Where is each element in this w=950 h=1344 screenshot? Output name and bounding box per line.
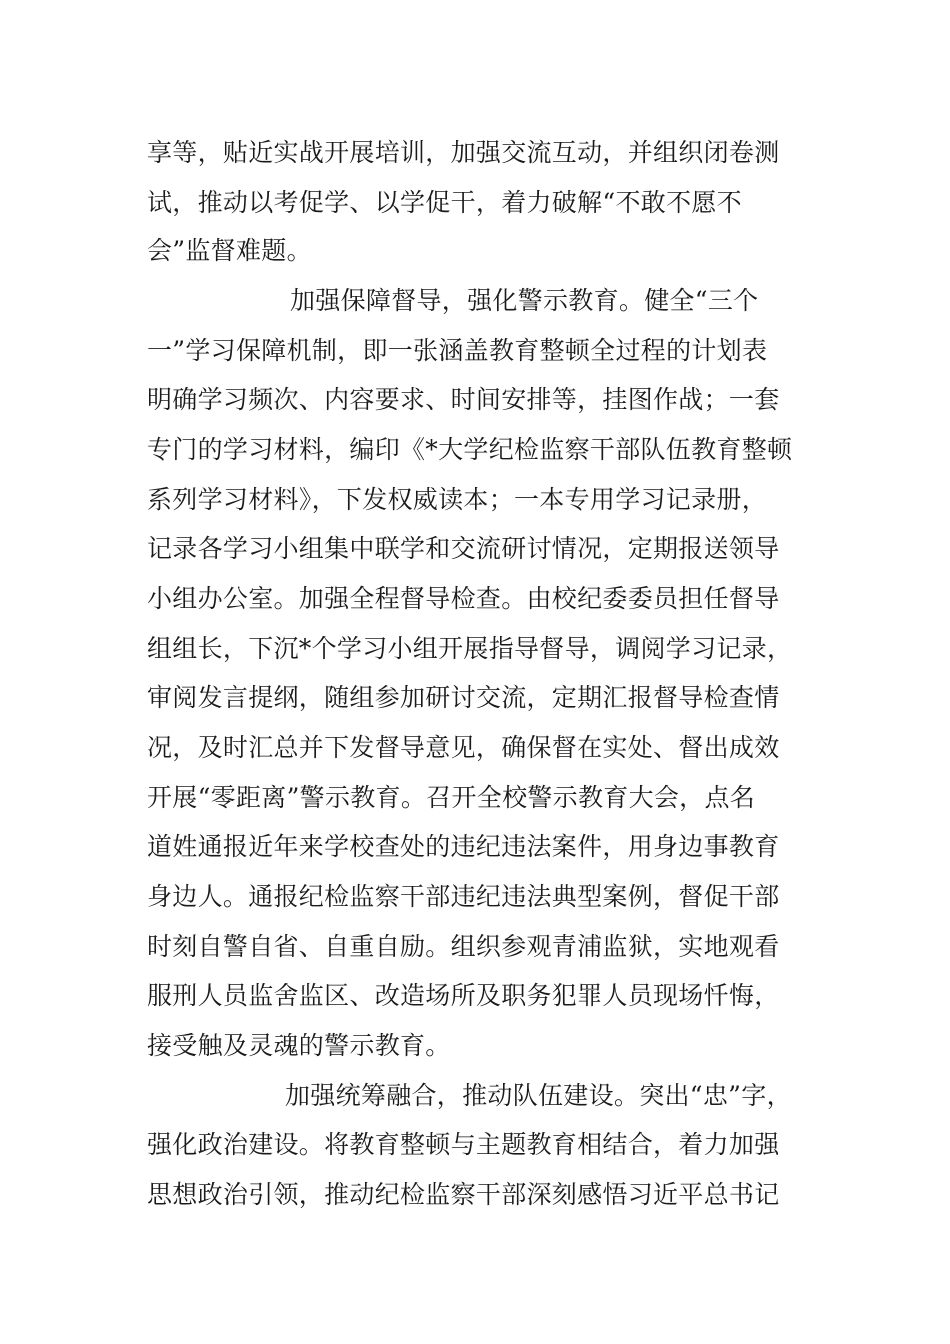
text-line: 明确学习频次、内容要求、时间安排等，挂图作战；一套 (147, 385, 780, 414)
text-line: 服刑人员监舍监区、改造场所及职务犯罪人员现场忏悔， (147, 981, 780, 1010)
text-line: 享等，贴近实战开展培训，加强交流互动，并组织闭卷测 (147, 138, 780, 167)
text-line: 思想政治引领，推动纪检监察干部深刻感悟习近平总书记 (147, 1180, 780, 1209)
text-line: 时刻自警自省、自重自励。组织参观青浦监狱，实地观看 (147, 932, 780, 961)
text-line: 审阅发言提纲，随组参加研讨交流，定期汇报督导检查情 (147, 683, 780, 712)
text-line: 试，推动以考促学、以学促干，着力破解“不敢不愿不 (147, 188, 742, 217)
text-line: 开展“零距离”警示教育。召开全校警示教育大会，点名 (147, 783, 756, 812)
text-line: 专门的学习材料，编印《*大学纪检监察干部队伍教育整顿 (147, 435, 793, 464)
text-line: 会”监督难题。 (147, 236, 312, 265)
text-line: 小组办公室。加强全程督导检查。由校纪委委员担任督导 (147, 584, 780, 613)
paragraph-heading-line: 加强保障督导，强化警示教育。健全“三个 (290, 286, 759, 315)
text-line: 一”学习保障机制，即一张涵盖教育整顿全过程的计划表 (147, 336, 768, 365)
text-line: 况，及时汇总并下发督导意见，确保督在实处、督出成效 (147, 733, 780, 762)
text-line: 身边人。通报纪检监察干部违纪违法典型案例，督促干部 (147, 882, 780, 911)
paragraph-heading-line: 加强统筹融合，推动队伍建设。突出“忠”字， (285, 1081, 792, 1110)
text-line: 强化政治建设。将教育整顿与主题教育相结合，着力加强 (147, 1130, 780, 1159)
text-line: 道姓通报近年来学校查处的违纪违法案件，用身边事教育 (147, 832, 780, 861)
text-line: 系列学习材料》，下发权威读本；一本专用学习记录册， (147, 485, 768, 514)
text-line: 记录各学习小组集中联学和交流研讨情况，定期报送领导 (147, 534, 780, 563)
text-line: 组组长，下沉*个学习小组开展指导督导，调阅学习记录， (147, 634, 793, 663)
text-line: 接受触及灵魂的警示教育。 (147, 1031, 451, 1060)
